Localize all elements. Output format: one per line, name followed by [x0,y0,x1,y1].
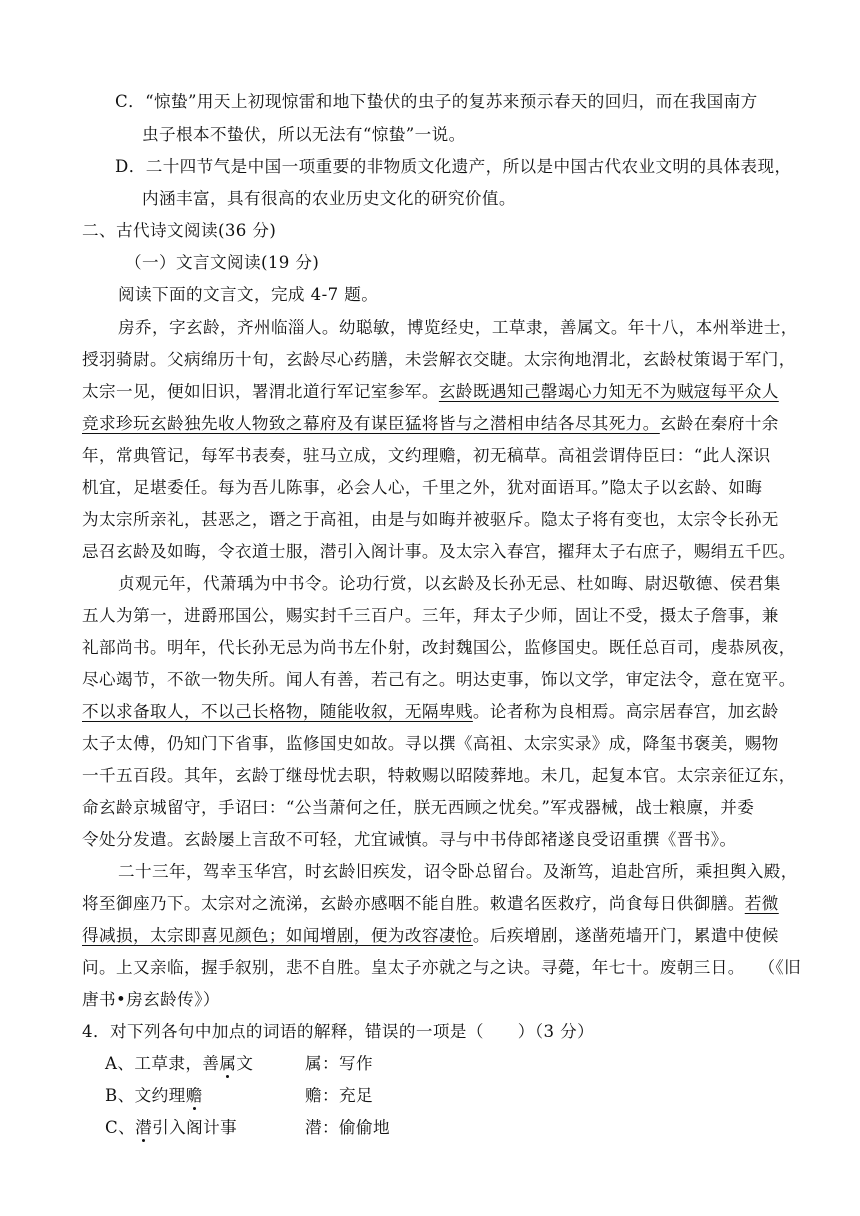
question-4-stem: 4．对下列各句中加点的词语的解释，错误的一项是（ ）（3 分） [82,1022,595,1041]
passage-line: 二十三年，驾幸玉华宫，时玄龄旧疾发，诏令卧总留台。及渐笃，追赴宫所，乘担舆入殿， [118,862,798,881]
question-4-option-a: A、工草隶，善属文 [105,1054,254,1073]
passage-text: 问。上又亲临，握手叙别，悲不自胜。皇太子亦就之与之诀。寻薨，年七十。废朝三日。 [82,958,745,977]
question-4-option-c: C、潜引入阁计事 [105,1118,238,1137]
instruction: 阅读下面的文言文，完成 4-7 题。 [118,285,379,304]
passage-text: 太宗一见，便如旧识，署渭北道行军记室参军。 [82,382,439,401]
question-4-option-b: B、文约理赡 [105,1086,203,1105]
passage-line [82,893,779,915]
option-d-line-1: D．二十四节气是中国一项重要的非物质文化遗产，所以是中国古代农业文明的具体表现， [115,157,792,176]
underlined-sentence: 得减损，太宗即喜见颜色；如闻增剧，便为改容凄怆 [82,926,473,945]
underlined-sentence: 不以求备取人，不以己长格物，随能收叙，无隔卑贱 [82,702,473,721]
passage-line: 年，常典管记，每军书表奏，驻马立成，文约理赡，初无稿草。高祖尝谓侍臣曰：“此人深识 [82,446,771,465]
passage-line [82,413,779,435]
passage-line [82,701,779,723]
passage-line [82,957,801,979]
passage-line: 授羽骑尉。父病绵历十旬，玄龄尽心药膳，未尝解衣交睫。太宗徇地渭北，玄龄杖策谒于军门， [82,350,796,369]
source-citation: 唐书•房玄龄传》） [82,990,220,1009]
underlined-sentence: 玄龄既遇知己罄竭心力知无不为贼寇每平众人 [438,382,779,401]
passage-text: 将至御座乃下。太宗对之流涕，玄龄亦感咽不能自胜。敕遣名医救疗，尚食每日供御膳。 [82,894,745,913]
passage-line: 礼部尚书。明年，代长孙无忌为尚书左仆射，改封魏国公，监修国史。既任总百司，虔恭夙夜， [82,638,796,657]
section-subtitle: （一）文言文阅读(19 分) [125,253,320,272]
passage-line: 命玄龄京城留守，手诏曰：“公当萧何之任，朕无西顾之忧矣。”军戎器械，战士粮廪，并委 [82,798,755,817]
passage-line: 贞观元年，代萧瑀为中书令。论功行赏，以玄龄及长孙无忌、杜如晦、尉迟敬德、侯君集 [118,574,781,593]
underlined-sentence: 若微 [744,894,779,913]
passage-text: 。论者称为良相焉。高宗居春宫，加玄龄 [472,702,779,721]
passage-line: 忌召玄龄及如晦，令衣道士服，潜引入阁计事。及太宗入春宫，擢拜太子右庶子，赐绢五千匹。 [82,542,796,561]
passage-line: 房乔，字玄龄，齐州临淄人。幼聪敏，博览经史，工草隶，善属文。年十八，本州举进士， [118,318,798,337]
passage-line: 一千五百段。其年，玄龄丁继母忧去职，特敕赐以昭陵葬地。未几，起复本官。太宗亲征辽东， [82,766,796,785]
passage-text: 。后疾增剧，遂凿苑墙开门，累遣中使候 [472,926,779,945]
passage-line: 令处分发遣。玄龄屡上言敌不可轻，尤宜诫慎。寻与中书侍郎褚遂良受诏重撰《晋书》。 [82,830,737,849]
passage-line: 太子太傅，仍知门下省事，监修国史如故。寻以撰《高祖、太宗实录》成，降玺书褒美，赐物 [82,734,779,753]
passage-line: 为太宗所亲礼，甚恶之，谮之于高祖，由是与如晦并被驱斥。隐太子将有变也，太宗令长孙无 [82,510,779,529]
passage-line: 机宜，足堪委任。每为吾儿陈事，必会人心，千里之外，犹对面语耳。”隐太子以玄龄、如晦 [82,478,763,497]
option-c-line-2: 虫子根本不蛰伏，所以无法有“惊蛰”一说。 [142,125,466,144]
option-d-line-2: 内涵丰富，具有很高的农业历史文化的研究价值。 [142,189,516,208]
passage-line [82,381,779,403]
passage-line [82,925,779,947]
option-c-gloss: 潜：偷偷地 [305,1118,390,1137]
underlined-sentence: 竞求珍玩玄龄独先收人物致之幕府及有谋臣猛将皆与之潜相申结各尽其死力。 [82,414,660,433]
passage-line: 五人为第一，进爵邢国公，赐实封千三百户。三年，拜太子少师，固让不受，摄太子詹事，兼 [82,606,779,625]
dotted-word: 属 [219,1054,237,1073]
option-a-gloss: 属：写作 [305,1054,373,1073]
section-title: 二、古代诗文阅读(36 分) [82,221,277,240]
option-b-gloss: 赡：充足 [305,1086,373,1105]
option-c-line-1: C．“惊蛰”用天上初现惊雷和地下蛰伏的虫子的复苏来预示春天的回归，而在我国南方 [115,92,758,111]
source-citation: （《旧 [766,958,802,977]
passage-text: 玄龄在秦府十余 [659,414,779,433]
dotted-word: 潜 [135,1118,153,1137]
dotted-word: 赡 [185,1086,203,1105]
passage-line: 尽心竭节，不欲一物失所。闻人有善，若己有之。明达吏事，饰以文学，审定法令，意在宽平。 [82,670,796,689]
